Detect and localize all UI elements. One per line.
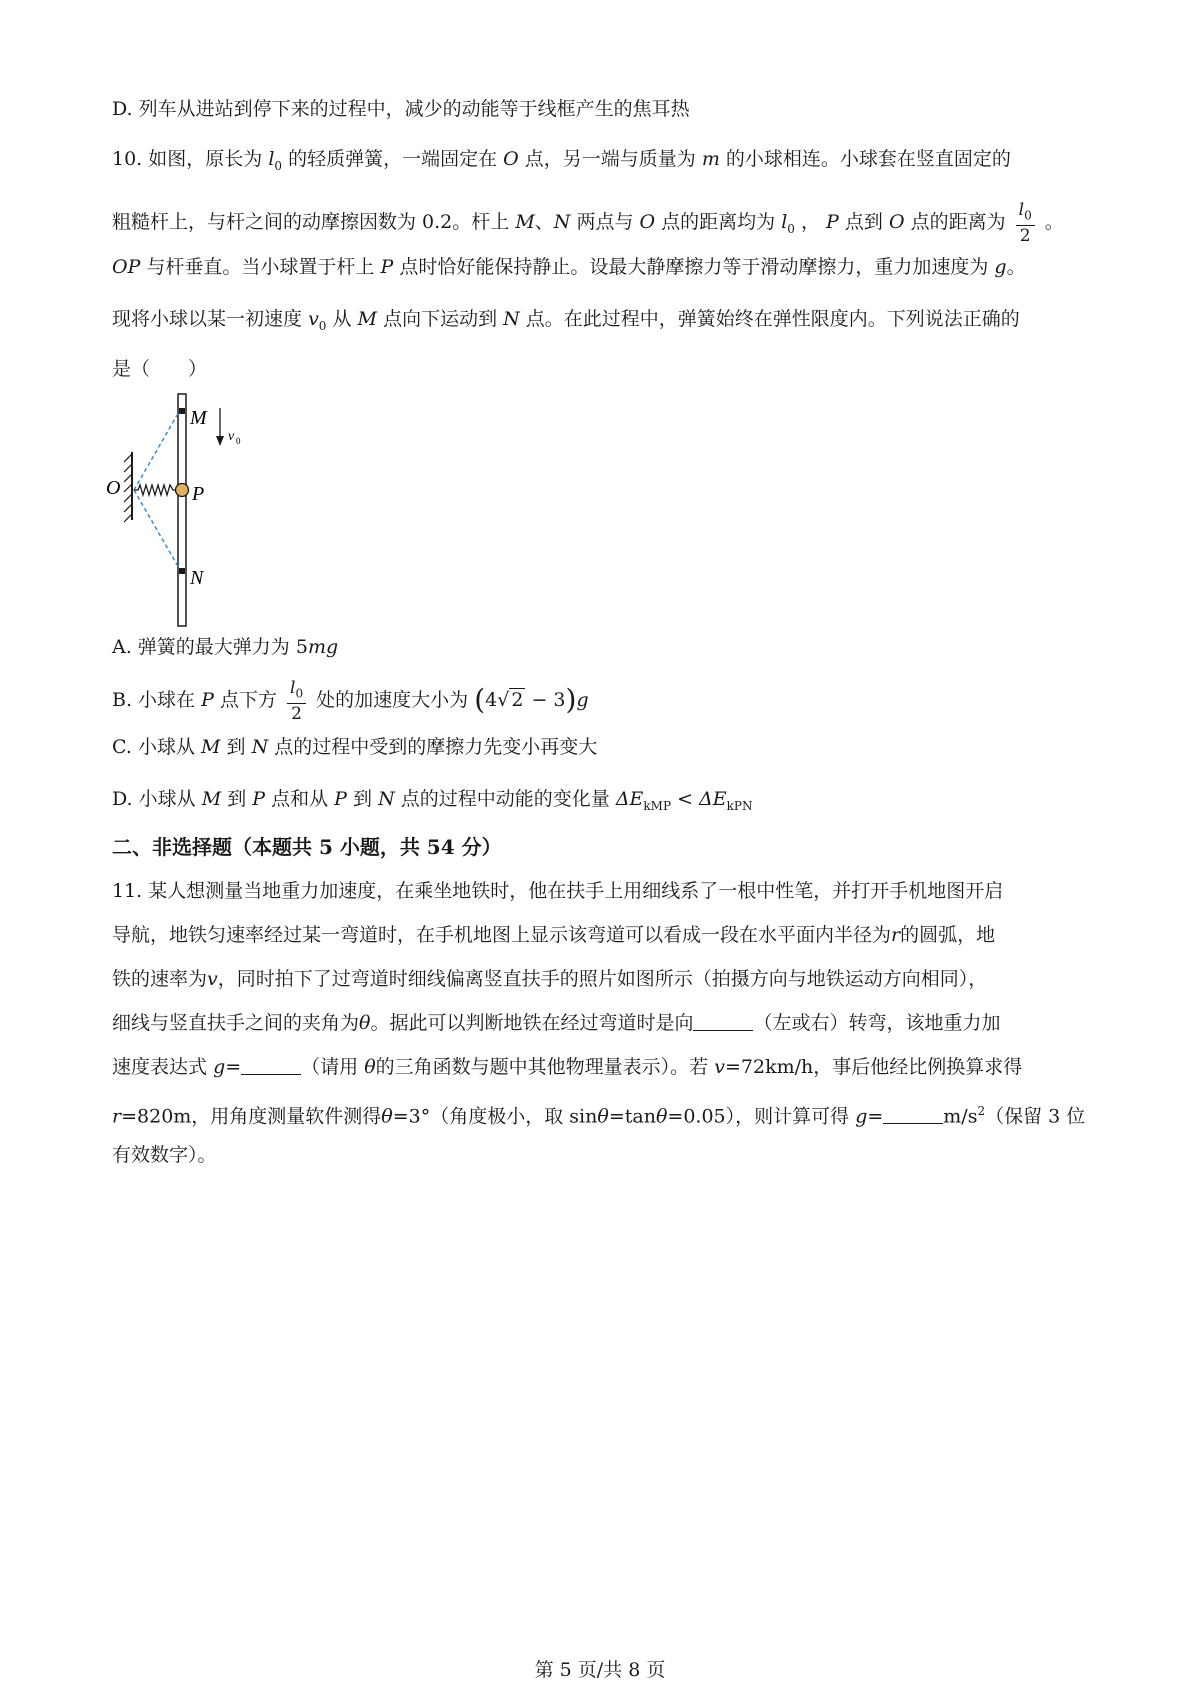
q10-option-c xyxy=(112,734,1102,760)
denominator: 2 xyxy=(1019,226,1031,247)
section-2-heading xyxy=(112,834,1102,860)
text: =72km/h，事后他经比例换算求得 xyxy=(724,1056,1023,1078)
paren-close: ) xyxy=(565,683,577,717)
text: =820m，用角度测量软件测得 xyxy=(121,1105,382,1128)
spring xyxy=(134,485,176,495)
var-r: r xyxy=(891,924,901,946)
text: 点和从 xyxy=(271,788,329,810)
var-l: l xyxy=(1018,200,1025,220)
text: 点的距离均为 xyxy=(661,211,776,234)
vertical-rod xyxy=(178,394,186,626)
q11-line-1 xyxy=(112,878,1102,904)
sub-0: 0 xyxy=(318,318,327,333)
sub-kmp: kMP xyxy=(643,798,672,813)
delta-e: ΔE xyxy=(615,788,644,810)
text: 点的距离为 xyxy=(910,211,1006,234)
text: 点的过程中动能的变化量 xyxy=(400,788,610,810)
var-p: P xyxy=(201,689,214,712)
point-m-marker xyxy=(179,408,185,414)
expr-4: 4 xyxy=(485,689,498,712)
ball xyxy=(176,484,189,497)
less-than: < xyxy=(671,788,700,810)
text: 铁的速率为 xyxy=(112,968,208,990)
text: 。 xyxy=(1044,211,1064,234)
q10-line-5 xyxy=(112,356,1102,382)
sub-0: 0 xyxy=(787,222,795,236)
label-v0: v xyxy=(228,429,235,444)
text: 的小球相连。小球套在竖直固定的 xyxy=(725,148,1011,170)
text: 点的过程中受到的摩擦力先变小再变大 xyxy=(274,736,598,758)
text: 。据此可以判断地铁在经过弯道时是向 xyxy=(370,1012,694,1034)
page-footer xyxy=(0,1655,1200,1682)
q11-line-5 xyxy=(112,1054,1102,1080)
q10-option-d xyxy=(112,786,1102,819)
spring-rod-figure xyxy=(106,407,292,670)
var-m-point: M xyxy=(201,788,222,810)
text: 粗糙杆上，与杆之间的动摩擦因数为 0.2。杆上 xyxy=(112,211,510,234)
text: 的轻质弹簧，一端固定在 xyxy=(288,148,498,170)
var-p: P xyxy=(334,788,347,810)
var-p: P xyxy=(252,788,266,810)
text: D. 小球从 xyxy=(112,788,196,810)
heading-text: 二、非选择题（本题共 5 小题，共 54 分） xyxy=(112,835,502,859)
var-l: l xyxy=(781,211,788,234)
wall-hatch xyxy=(124,454,132,522)
var-m-point: M xyxy=(357,308,378,330)
var-n-point: N xyxy=(503,308,520,330)
var-theta: θ xyxy=(359,1012,371,1034)
var-mg: mg xyxy=(307,636,339,658)
var-o: O xyxy=(888,211,905,234)
label-o: O xyxy=(106,477,121,499)
q9-option-d-text: D. 列车从进站到停下来的过程中，减少的动能等于线框产生的焦耳热 xyxy=(112,98,690,120)
sub-0: 0 xyxy=(295,686,304,701)
text: C. 小球从 xyxy=(112,736,195,758)
text: 细线与竖直扶手之间的夹角为 xyxy=(112,1012,360,1034)
var-g-eq: g= xyxy=(213,1056,242,1078)
answer-blank-direction[interactable] xyxy=(693,1012,753,1031)
text: 现将小球以某一初速度 xyxy=(112,308,303,330)
q9-option-d xyxy=(112,96,1102,122)
point-n-marker xyxy=(179,568,185,574)
text: ， xyxy=(800,211,820,234)
text: 到 xyxy=(227,788,247,810)
text: 到 xyxy=(353,788,373,810)
var-n-point: N xyxy=(378,788,395,810)
text: 到 xyxy=(226,736,246,758)
var-v: v xyxy=(714,1056,725,1078)
var-n-point: N xyxy=(251,736,269,758)
text: （保留 3 位 xyxy=(985,1105,1086,1128)
expr-minus-3: − 3 xyxy=(531,689,566,712)
label-v0-sub: 0 xyxy=(236,436,241,446)
var-g: g xyxy=(576,689,589,712)
text: 10. 如图，原长为 xyxy=(112,148,263,170)
sub-0: 0 xyxy=(274,158,283,173)
arrow-head-icon xyxy=(216,436,224,446)
dashed-line-on xyxy=(134,490,180,570)
q11-line-7 xyxy=(112,1142,1102,1168)
text: 是（ ） xyxy=(112,358,208,380)
var-g-eq: g= xyxy=(855,1105,884,1128)
paren-open: ( xyxy=(474,683,486,717)
var-m-point: M xyxy=(201,736,221,758)
text: 点向下运动到 xyxy=(383,308,498,330)
unit: m/s xyxy=(943,1105,978,1128)
text: A. 弹簧的最大弹力为 5 xyxy=(112,636,308,658)
text: （左或右）转弯，该地重力加 xyxy=(753,1012,1001,1034)
sub-0: 0 xyxy=(1024,208,1032,223)
text: 点时恰好能保持静止。设最大静摩擦力等于滑动摩擦力，重力加速度为 xyxy=(399,256,989,278)
text: =0.05），则计算可得 xyxy=(667,1105,850,1128)
var-r: r xyxy=(112,1105,122,1128)
text: 两点与 xyxy=(576,211,634,234)
text: 与杆垂直。当小球置于杆上 xyxy=(146,256,375,278)
var-g: g xyxy=(994,256,1007,278)
text: 点，另一端与质量为 xyxy=(524,148,696,170)
answer-blank-value[interactable] xyxy=(883,1105,943,1124)
text: 的圆弧，地 xyxy=(900,924,996,946)
label-n: N xyxy=(190,567,204,589)
text: 。 xyxy=(1006,256,1026,278)
answer-blank-formula[interactable] xyxy=(241,1056,301,1075)
delta-e: ΔE xyxy=(699,788,727,810)
dashed-line-om xyxy=(134,410,180,490)
text: 点下方 xyxy=(219,689,277,712)
text: =tan xyxy=(608,1105,656,1128)
text: 从 xyxy=(332,308,352,330)
text: 点。在此过程中，弹簧始终在弹性限度内。下列说法正确的 xyxy=(525,308,1020,330)
text: 有效数字）。 xyxy=(112,1144,217,1166)
var-p: P xyxy=(826,211,839,234)
text: B. 小球在 xyxy=(112,689,196,712)
var-theta: θ xyxy=(381,1105,393,1128)
text: 的三角函数与题中其他物理量表示）。若 xyxy=(375,1056,709,1078)
q11-line-2 xyxy=(112,922,1102,948)
q10-line-2 xyxy=(112,200,1102,246)
fraction-l0-over-2 xyxy=(287,678,306,724)
text: （请用 xyxy=(301,1056,359,1078)
var-v: v xyxy=(207,968,218,990)
var-l: l xyxy=(290,678,296,698)
q11-line-4 xyxy=(112,1010,1102,1036)
q10-line-4 xyxy=(112,306,1102,339)
text: 速度表达式 xyxy=(112,1056,208,1078)
var-theta: θ xyxy=(655,1105,668,1128)
var-op: OP xyxy=(112,256,141,278)
q11-line-6 xyxy=(112,1098,1102,1129)
text: =3°（角度极小，取 sin xyxy=(392,1105,598,1128)
page-number: 第 5 页/共 8 页 xyxy=(534,1659,666,1681)
label-p: P xyxy=(192,483,205,505)
var-n-point: N xyxy=(553,211,571,234)
var-v: v xyxy=(308,308,319,330)
text: ，同时拍下了过弯道时细线偏离竖直扶手的照片如图所示（拍摄方向与地铁运动方向相同）， xyxy=(217,968,988,990)
text: 、 xyxy=(534,211,554,234)
fraction-l0-over-2 xyxy=(1016,200,1035,246)
q10-line-3 xyxy=(112,254,1102,280)
denominator: 2 xyxy=(291,704,302,725)
text: 处的加速度大小为 xyxy=(316,689,469,712)
label-m: M xyxy=(190,407,207,429)
var-theta: θ xyxy=(597,1105,609,1128)
q10-option-b xyxy=(112,678,1102,724)
sup-2: 2 xyxy=(977,1104,986,1118)
var-m: m xyxy=(701,148,720,170)
var-m-point: M xyxy=(515,211,535,234)
sqrt-2: 2 xyxy=(511,689,524,712)
var-l: l xyxy=(268,148,275,170)
q10-option-a xyxy=(112,634,1102,660)
sqrt-sign: √ xyxy=(497,689,510,712)
var-o: O xyxy=(639,211,656,234)
var-theta: θ xyxy=(364,1056,376,1078)
text: 导航，地铁匀速率经过某一弯道时，在手机地图上显示该弯道可以看成一段在水平面内半径为 xyxy=(112,924,892,946)
text: 点到 xyxy=(844,211,883,234)
text: 11. 某人想测量当地重力加速度，在乘坐地铁时，他在扶手上用细线系了一根中性笔，并打开手机地图开启 xyxy=(112,880,1004,902)
q11-line-3 xyxy=(112,966,1102,992)
sub-kpn: kPN xyxy=(726,798,753,813)
var-o: O xyxy=(503,148,519,170)
var-p: P xyxy=(380,256,394,278)
q10-line-1 xyxy=(112,146,1102,179)
